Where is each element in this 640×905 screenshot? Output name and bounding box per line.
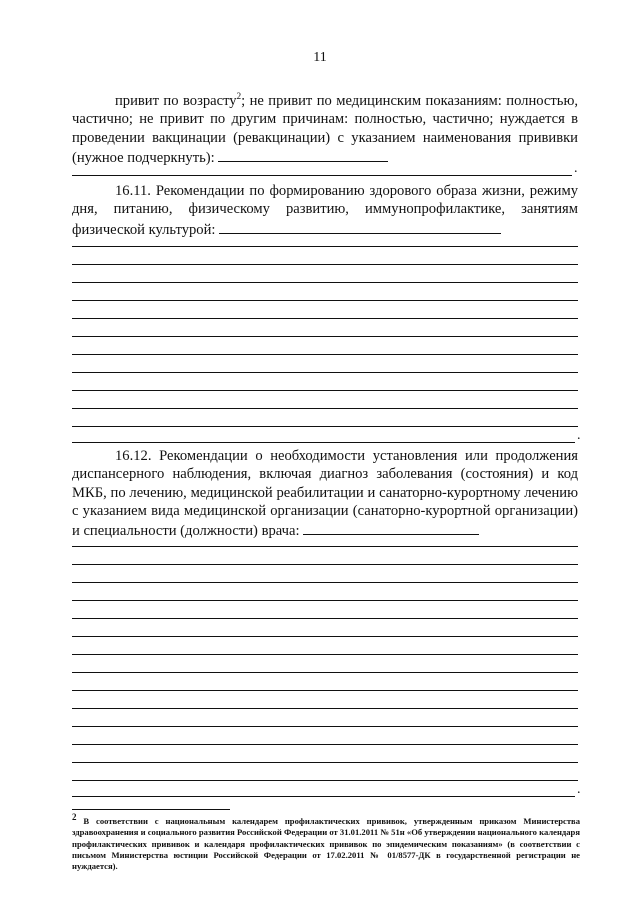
section-16-12-line-7[interactable] [72, 654, 578, 655]
section-16-12-line-4[interactable] [72, 600, 578, 601]
vaccination-answer-line[interactable] [72, 175, 572, 176]
section-16-11-text [72, 182, 578, 239]
section-16-12-text [72, 447, 578, 540]
section-16-11-line-6[interactable] [72, 336, 578, 337]
section-16-11-line-9[interactable] [72, 390, 578, 391]
section-16-11-fill-line[interactable] [219, 219, 501, 234]
vaccination-end-mark: . [574, 161, 578, 176]
footnote-ref: 2 [236, 91, 242, 102]
section-16-12-fill-line[interactable] [303, 520, 479, 535]
section-16-12-line-14[interactable] [72, 780, 578, 781]
section-16-11-line-11[interactable] [72, 426, 578, 427]
section-16-11-end-mark: . [577, 428, 581, 443]
section-16-11-line-8[interactable] [72, 372, 578, 373]
footnote-marker: 2 [72, 812, 77, 823]
section-16-12-line-9[interactable] [72, 690, 578, 691]
section-16-12-line-10[interactable] [72, 708, 578, 709]
section-16-11-line-5[interactable] [72, 318, 578, 319]
section-16-11-line-1[interactable] [72, 246, 578, 247]
footnote-text: В соответствии с национальным календарем профилактических прививок, утвержденным приказом Министерства здравоохранения и социального развития Российской Федерации от 31.01.2011 № 51н «Об утверждении национального календаря профилактических прививок и календаря профилактических прививок по эпидемическим показаниям» (в соответствии с письмом Министерства юстиции Российской Федерации от 17.02.2011 № 01/8577-ДК в государственной регистрации не нуждается). [72, 816, 580, 872]
section-16-12-line-3[interactable] [72, 582, 578, 583]
section-16-12-line-15[interactable] [72, 796, 575, 797]
vaccination-text-start: привит по возрасту [115, 93, 237, 109]
section-16-11-line-4[interactable] [72, 300, 578, 301]
page-number: 11 [313, 50, 327, 65]
footnote [72, 812, 580, 872]
vaccination-text [72, 92, 578, 167]
footnote-separator [72, 809, 230, 810]
section-16-12-line-5[interactable] [72, 618, 578, 619]
section-16-11-line-10[interactable] [72, 408, 578, 409]
section-16-11-line-2[interactable] [72, 264, 578, 265]
section-16-12-line-1[interactable] [72, 546, 578, 547]
section-16-12-paragraph [72, 447, 578, 540]
section-16-12-label: 16.12. Рекомендации о необходимости установления или продолжения диспансерного наблюдения, включая диагноз заболевания (состояния) и код МКБ, по лечению, медицинской реабилитации и санаторно-курортному лечению с указанием вида медицинской организации (санаторно-курортной организации) и специальности (должности) врача: [72, 448, 578, 540]
section-16-12-line-11[interactable] [72, 726, 578, 727]
section-16-12-line-6[interactable] [72, 636, 578, 637]
section-16-11-paragraph [72, 182, 578, 239]
section-16-11-label: 16.11. Рекомендации по формированию здорового образа жизни, режиму дня, питанию, физическому развитию, иммунопрофилактике, занятиям физической культурой: [72, 183, 578, 238]
section-16-12-line-8[interactable] [72, 672, 578, 673]
section-16-12-line-13[interactable] [72, 762, 578, 763]
vaccination-paragraph [72, 92, 578, 167]
vaccination-fill-line[interactable] [218, 147, 388, 162]
section-16-11-line-3[interactable] [72, 282, 578, 283]
section-16-12-line-12[interactable] [72, 744, 578, 745]
section-16-12-end-mark: . [577, 782, 581, 797]
section-16-11-line-12[interactable] [72, 442, 575, 443]
section-16-11-line-7[interactable] [72, 354, 578, 355]
vaccination-text-rest: ; не привит по медицинским показаниям: полностью, частично; не привит по другим причинам: полностью, частично; нуждается в проведении вакцинации (ревакцинации) с указанием наименования прививки (нужное подчеркнуть): [72, 93, 578, 166]
section-16-12-line-2[interactable] [72, 564, 578, 565]
